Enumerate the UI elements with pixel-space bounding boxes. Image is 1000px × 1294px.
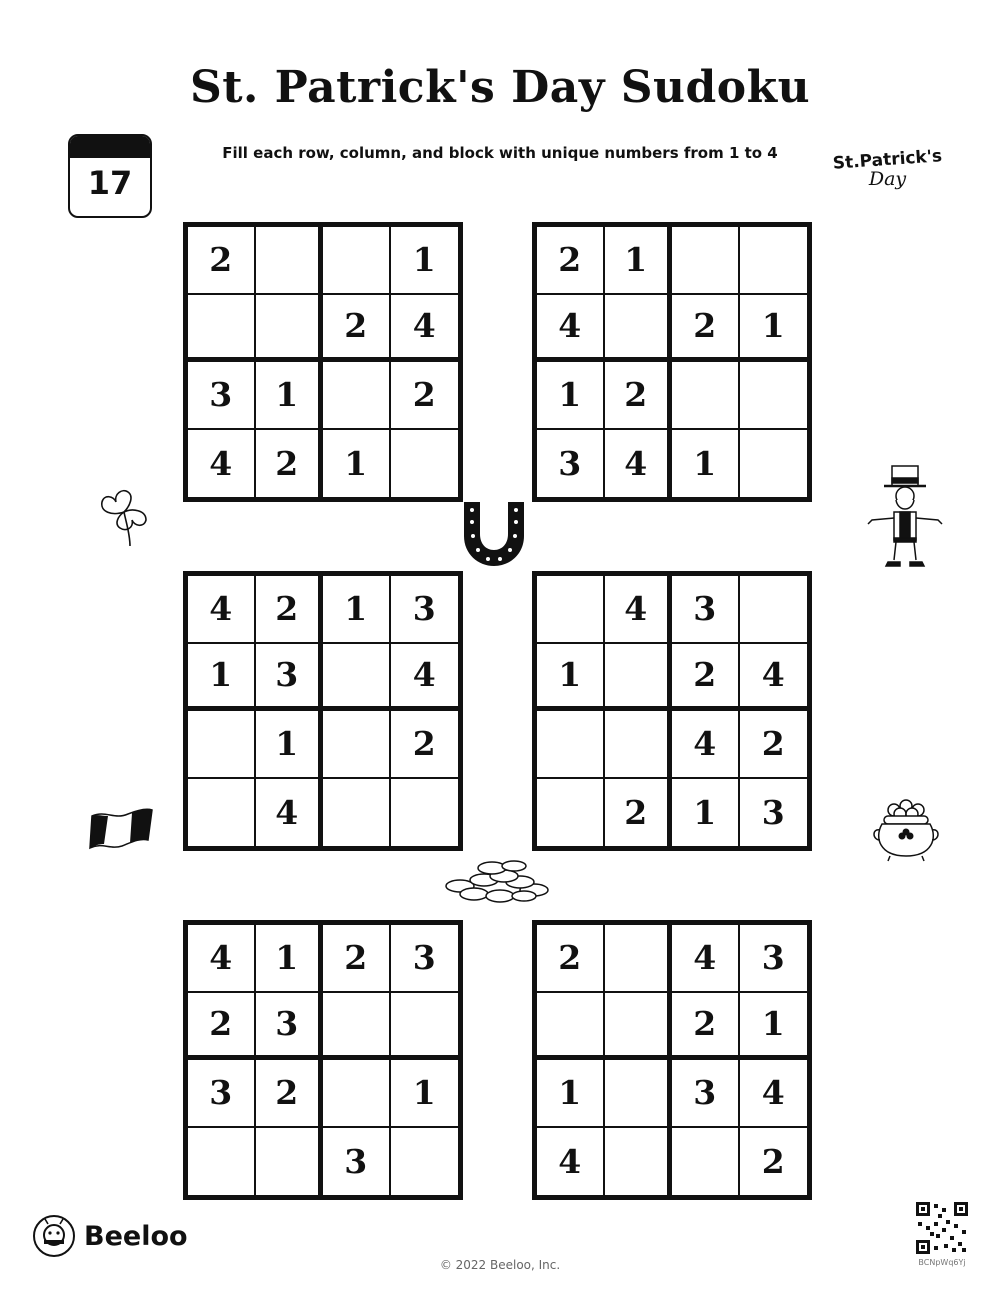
- sudoku-cell[interactable]: 1: [605, 227, 673, 295]
- sudoku-cell[interactable]: 1: [537, 1060, 605, 1128]
- sudoku-cell[interactable]: 1: [672, 430, 740, 498]
- brand-name: Beeloo: [84, 1220, 188, 1252]
- sudoku-cell[interactable]: 3: [672, 1060, 740, 1128]
- irish-flag-icon: [88, 806, 156, 850]
- logo-line-1: St.Patrick's: [832, 146, 943, 174]
- sudoku-cell[interactable]: 2: [537, 227, 605, 295]
- sudoku-cell[interactable]: 4: [188, 430, 256, 498]
- logo-line-2: Day: [868, 168, 907, 190]
- sudoku-cell[interactable]: [323, 711, 391, 779]
- sudoku-cell[interactable]: 3: [537, 430, 605, 498]
- sudoku-cell[interactable]: 3: [391, 576, 459, 644]
- sudoku-grid-5: [183, 920, 463, 1200]
- sudoku-cell[interactable]: [672, 227, 740, 295]
- sudoku-cell[interactable]: 2: [605, 779, 673, 847]
- qr-code-icon[interactable]: [916, 1202, 968, 1254]
- sudoku-cell[interactable]: 2: [256, 1060, 324, 1128]
- sudoku-cell[interactable]: [605, 993, 673, 1061]
- sudoku-cell[interactable]: 3: [188, 362, 256, 430]
- sudoku-cell[interactable]: 1: [256, 711, 324, 779]
- sudoku-cell[interactable]: 4: [672, 925, 740, 993]
- sudoku-cell[interactable]: [537, 993, 605, 1061]
- sudoku-cell[interactable]: [740, 576, 808, 644]
- sudoku-cell[interactable]: [188, 711, 256, 779]
- sudoku-cell[interactable]: 3: [256, 644, 324, 712]
- sudoku-cell[interactable]: [605, 711, 673, 779]
- instructions: Fill each row, column, and block with unique numbers from 1 to 4: [222, 144, 778, 162]
- sudoku-cell[interactable]: 1: [323, 430, 391, 498]
- sudoku-cell[interactable]: 3: [740, 925, 808, 993]
- sudoku-cell[interactable]: [256, 1128, 324, 1196]
- sudoku-cell[interactable]: [256, 227, 324, 295]
- sudoku-cell[interactable]: [188, 1128, 256, 1196]
- sudoku-cell[interactable]: [391, 779, 459, 847]
- sudoku-cell[interactable]: 4: [605, 576, 673, 644]
- sudoku-cell[interactable]: 2: [740, 711, 808, 779]
- sudoku-cell[interactable]: [605, 1060, 673, 1128]
- sudoku-cell[interactable]: [188, 295, 256, 363]
- sudoku-cell[interactable]: [323, 993, 391, 1061]
- leprechaun-icon: [862, 464, 948, 570]
- sudoku-cell[interactable]: 1: [672, 779, 740, 847]
- sudoku-cell[interactable]: [605, 925, 673, 993]
- sudoku-cell[interactable]: [740, 227, 808, 295]
- sudoku-cell[interactable]: 2: [256, 576, 324, 644]
- sudoku-cell[interactable]: 2: [256, 430, 324, 498]
- st-patricks-day-logo: [830, 146, 945, 190]
- sudoku-cell[interactable]: [323, 1060, 391, 1128]
- sudoku-cell[interactable]: 1: [391, 1060, 459, 1128]
- beeloo-brand: [32, 1214, 188, 1258]
- sudoku-grid-4: [532, 571, 812, 851]
- sudoku-grid-6: [532, 920, 812, 1200]
- sudoku-cell[interactable]: 2: [605, 362, 673, 430]
- sudoku-cell[interactable]: 2: [761, 1141, 785, 1181]
- calendar-icon: [68, 134, 152, 218]
- sudoku-cell[interactable]: 2: [323, 925, 391, 993]
- sudoku-cell[interactable]: 3: [672, 576, 740, 644]
- sudoku-cell[interactable]: 1: [740, 993, 808, 1061]
- qr-code-id: BCNpWq6Yj: [918, 1258, 966, 1267]
- sudoku-cell[interactable]: 2: [672, 993, 740, 1061]
- sudoku-cell[interactable]: [740, 430, 808, 498]
- sudoku-cell[interactable]: 1: [188, 644, 256, 712]
- sudoku-cell[interactable]: 2: [672, 295, 740, 363]
- pot-of-gold-icon: [870, 798, 942, 862]
- sudoku-grid-1: [183, 222, 463, 502]
- sudoku-cell[interactable]: 3: [256, 993, 324, 1061]
- shamrock-icon: [96, 486, 156, 548]
- sudoku-cell[interactable]: 4: [256, 779, 324, 847]
- sudoku-cell[interactable]: 3: [761, 792, 785, 832]
- sudoku-cell[interactable]: [537, 711, 605, 779]
- sudoku-cell[interactable]: 4: [740, 1060, 808, 1128]
- page-title: St. Patrick's Day Sudoku: [189, 62, 811, 113]
- sudoku-cell[interactable]: 4: [672, 711, 740, 779]
- sudoku-cell[interactable]: 3: [188, 1060, 256, 1128]
- sudoku-cell[interactable]: [605, 644, 673, 712]
- sudoku-cell[interactable]: 1: [537, 644, 605, 712]
- horseshoe-icon: [456, 496, 532, 568]
- sudoku-cell[interactable]: 2: [391, 362, 459, 430]
- sudoku-cell[interactable]: 4: [391, 295, 459, 363]
- sudoku-cell[interactable]: 3: [391, 925, 459, 993]
- sudoku-cell[interactable]: [323, 362, 391, 430]
- sudoku-cell[interactable]: [605, 295, 673, 363]
- sudoku-cell[interactable]: 2: [323, 295, 391, 363]
- sudoku-cell[interactable]: 3: [323, 1128, 391, 1196]
- sudoku-grid-2: [532, 222, 812, 502]
- sudoku-cell[interactable]: [391, 1128, 459, 1196]
- sudoku-grid-3: [183, 571, 463, 851]
- sudoku-cell[interactable]: [323, 779, 391, 847]
- sudoku-cell[interactable]: 2: [188, 227, 256, 295]
- sudoku-cell[interactable]: 1: [391, 227, 459, 295]
- sudoku-cell[interactable]: 4: [537, 1128, 605, 1196]
- sudoku-cell[interactable]: 2: [672, 644, 740, 712]
- sudoku-cell[interactable]: [256, 295, 324, 363]
- sudoku-cell[interactable]: 1: [256, 925, 324, 993]
- copyright: © 2022 Beeloo, Inc.: [439, 1258, 561, 1272]
- sudoku-cell[interactable]: 4: [188, 576, 256, 644]
- sudoku-cell[interactable]: [391, 430, 459, 498]
- calendar-header: [70, 136, 150, 158]
- sudoku-cell[interactable]: 4: [537, 295, 605, 363]
- sudoku-cell[interactable]: 2: [391, 711, 459, 779]
- sudoku-cell[interactable]: [672, 1128, 740, 1196]
- sudoku-cell[interactable]: [391, 993, 459, 1061]
- bee-logo-icon: [32, 1214, 76, 1258]
- sudoku-cell[interactable]: 1: [256, 362, 324, 430]
- sudoku-cell[interactable]: 2: [537, 925, 605, 993]
- sudoku-cell[interactable]: 4: [605, 430, 673, 498]
- sudoku-cell[interactable]: [672, 362, 740, 430]
- sudoku-cell[interactable]: [740, 362, 808, 430]
- sudoku-cell[interactable]: [323, 644, 391, 712]
- sudoku-cell[interactable]: 1: [537, 362, 605, 430]
- sudoku-cell[interactable]: [605, 1128, 673, 1196]
- sudoku-cell[interactable]: [537, 576, 605, 644]
- gold-coins-icon: [444, 858, 550, 904]
- sudoku-cell[interactable]: [537, 779, 605, 847]
- sudoku-cell[interactable]: 4: [740, 644, 808, 712]
- sudoku-cell[interactable]: 4: [391, 644, 459, 712]
- sudoku-cell[interactable]: [323, 227, 391, 295]
- calendar-day: 17: [87, 164, 133, 202]
- sudoku-cell[interactable]: 1: [323, 576, 391, 644]
- sudoku-cell[interactable]: [188, 779, 256, 847]
- sudoku-cell[interactable]: 2: [188, 993, 256, 1061]
- sudoku-cell[interactable]: 1: [740, 295, 808, 363]
- sudoku-cell[interactable]: 4: [188, 925, 256, 993]
